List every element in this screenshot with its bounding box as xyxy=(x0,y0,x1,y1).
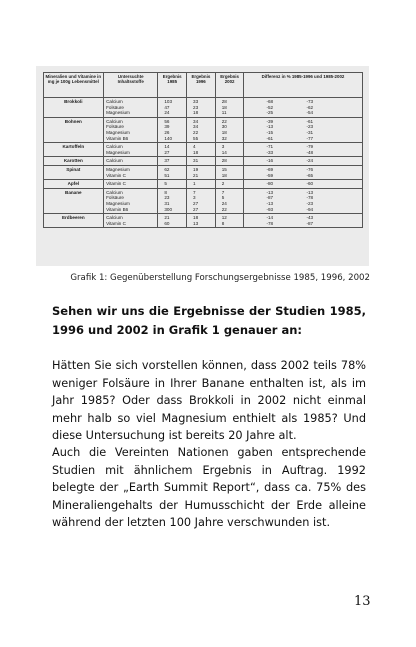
difference-1985-1996: -13 xyxy=(266,189,274,195)
difference-1985-2002: -54 xyxy=(306,110,314,116)
value: 22 xyxy=(221,118,227,124)
difference-line xyxy=(266,150,359,156)
nutrient-table-figure xyxy=(36,66,369,266)
difference-1985-1996: -39 xyxy=(266,118,274,124)
difference-1985-2002: -24 xyxy=(306,158,314,164)
difference-1985-2002: -60 xyxy=(306,181,314,187)
value: 18 xyxy=(193,215,199,221)
value: 8 xyxy=(221,220,225,226)
figure-caption: Grafik 1: Gegenüberstellung Forschungsergebnisse 1985, 1996, 2002 xyxy=(70,273,370,283)
table-row xyxy=(43,165,362,179)
value: 31 xyxy=(164,200,170,206)
value: 31 xyxy=(193,158,199,164)
difference-1985-1996: -59 xyxy=(266,172,274,178)
page-number: 13 xyxy=(354,594,371,609)
difference-1985-2002: -31 xyxy=(306,129,314,135)
nutrient-name: Calcium xyxy=(106,118,123,124)
difference-cell xyxy=(244,117,362,142)
nutrient-name: Magnesium xyxy=(106,110,130,116)
value: 30 xyxy=(221,124,227,130)
value: 56 xyxy=(164,118,170,124)
value: 14 xyxy=(164,144,170,150)
section-heading: Sehen wir uns die Ergebnisse der Studien 1985, 1996 und 2002 in Grafik 1 genauer an: xyxy=(52,304,366,337)
food-name-cell: Kartoffeln xyxy=(43,143,104,157)
value: 7 xyxy=(193,189,196,195)
food-name-cell: Karotten xyxy=(43,157,104,166)
table-header-cell: Differenz in % 1985-1996 und 1985-2002 xyxy=(244,73,362,98)
nutrient-name: Magnesium xyxy=(106,129,130,135)
value-cell-y1996 xyxy=(187,165,216,179)
table-row xyxy=(43,157,362,166)
difference-1985-1996: -69 xyxy=(266,166,274,172)
value-cell-y2002 xyxy=(215,165,244,179)
difference-1985-2002: -43 xyxy=(306,215,314,221)
value: 51 xyxy=(164,172,170,178)
nutrient-table xyxy=(43,72,363,228)
value: 23 xyxy=(164,195,170,201)
food-name-cell: Spinat xyxy=(43,165,104,179)
value: 21 xyxy=(164,215,170,221)
value: 14 xyxy=(221,149,227,155)
table-row xyxy=(43,180,362,189)
difference-line xyxy=(266,110,359,116)
value: 22 xyxy=(193,129,199,135)
value: 22 xyxy=(221,206,227,212)
table-row xyxy=(43,98,362,118)
difference-cell xyxy=(244,98,362,118)
value: 28 xyxy=(221,99,227,104)
value-cell-y2002 xyxy=(215,188,244,213)
difference-1985-2002: -78 xyxy=(306,195,314,201)
difference-1985-2002: -94 xyxy=(306,206,314,212)
difference-1985-1996: -13 xyxy=(266,124,274,130)
table-header-cell: Ergebnis 1985 xyxy=(158,73,187,98)
value-cell-y1996 xyxy=(187,188,216,213)
value-cell-y2002 xyxy=(215,180,244,189)
table-body xyxy=(43,98,362,228)
difference-1985-2002: -61 xyxy=(306,118,314,124)
value: 34 xyxy=(193,124,199,130)
value: 23 xyxy=(193,104,199,110)
value: 15 xyxy=(221,166,227,172)
difference-1985-1996: -80 xyxy=(266,181,274,187)
nutrient-name: Calcium xyxy=(106,144,123,150)
nutrient-name: Magnesium xyxy=(106,149,130,155)
nutrient-name: Folsäure xyxy=(106,124,124,130)
value: 3 xyxy=(193,195,196,201)
value: 5 xyxy=(164,181,167,187)
difference-1985-1996: -87 xyxy=(266,195,274,201)
value: 28 xyxy=(221,158,227,164)
nutrient-list-cell xyxy=(104,98,158,118)
difference-1985-2002: -87 xyxy=(306,220,314,226)
difference-1985-2002: -23 xyxy=(306,124,314,130)
nutrient-name: Calcium xyxy=(106,215,123,221)
difference-1985-2002: -65 xyxy=(306,172,314,178)
nutrient-name: Vitamin C xyxy=(106,172,126,178)
nutrient-name: Vitamin B6 xyxy=(106,206,129,212)
table-header-row xyxy=(43,73,362,98)
value: 47 xyxy=(164,104,170,110)
value: 18 xyxy=(221,172,227,178)
food-name-cell: Apfel xyxy=(43,180,104,189)
value-cell-y1996 xyxy=(187,214,216,228)
nutrient-list-cell xyxy=(104,180,158,189)
value-cell-y1985 xyxy=(158,143,187,157)
value: 1 xyxy=(193,181,196,187)
value: 32 xyxy=(221,135,227,141)
difference-cell xyxy=(244,157,362,166)
value: 3 xyxy=(221,144,225,150)
difference-1985-1996: -71 xyxy=(266,144,274,150)
value: 300 xyxy=(164,206,172,212)
nutrient-name: Vitamin C xyxy=(106,181,126,187)
value-cell-y2002 xyxy=(215,117,244,142)
value-cell-y1985 xyxy=(158,117,187,142)
value-cell-y1996 xyxy=(187,143,216,157)
nutrient-name: Vitamin C xyxy=(106,220,126,226)
value-cell-y1985 xyxy=(158,165,187,179)
table-header-cell: Mineralien und Vitamine in mg je 100g Lebensmittel xyxy=(43,73,104,98)
nutrient-name: Magnesium xyxy=(106,200,130,206)
value: 33 xyxy=(193,99,199,104)
food-name-cell: Bohnen xyxy=(43,117,104,142)
difference-1985-1996: -33 xyxy=(266,149,274,155)
nutrient-name: Calcium xyxy=(106,189,123,195)
nutrient-name: Vitamin B6 xyxy=(106,135,129,141)
value: 37 xyxy=(164,158,170,164)
difference-cell xyxy=(244,143,362,157)
table-row xyxy=(43,117,362,142)
value: 2 xyxy=(221,181,225,187)
value: 24 xyxy=(164,110,170,116)
difference-1985-2002: -79 xyxy=(306,144,314,150)
nutrient-name: Calcium xyxy=(106,99,123,104)
difference-line xyxy=(266,173,359,179)
nutrient-list-cell xyxy=(104,214,158,228)
nutrient-name: Folsäure xyxy=(106,104,124,110)
value-cell-y2002 xyxy=(215,214,244,228)
value: 60 xyxy=(164,220,170,226)
value: 18 xyxy=(193,110,199,116)
food-name-cell: Banane xyxy=(43,188,104,213)
nutrient-list-cell xyxy=(104,157,158,166)
nutrient-list-cell xyxy=(104,143,158,157)
value: 62 xyxy=(164,166,170,172)
value-cell-y2002 xyxy=(215,157,244,166)
value: 24 xyxy=(221,200,227,206)
table-header-cell: Untersuchte Inhaltsstoffe xyxy=(104,73,158,98)
value-cell-y2002 xyxy=(215,143,244,157)
value: 34 xyxy=(193,118,199,124)
value: 27 xyxy=(164,149,170,155)
value-cell-y1996 xyxy=(187,180,216,189)
difference-cell xyxy=(244,214,362,228)
difference-cell xyxy=(244,188,362,213)
value-cell-y1996 xyxy=(187,117,216,142)
paragraph-2: Auch die Vereinten Nationen gaben entsprechende Studien mit ähnlichem Ergebnis in Auftrag. 1992 belegte der „Earth Summit Report“, dass ca. 75% des Mineraliengehalts der Humusschicht der Erde alleine während der letzten 100 Jahre verschwunden ist. xyxy=(52,446,366,529)
value: 5 xyxy=(221,195,225,201)
difference-line xyxy=(266,136,359,142)
difference-line xyxy=(266,221,359,227)
value: 26 xyxy=(164,129,170,135)
value-cell-y1996 xyxy=(187,98,216,118)
difference-1985-1996: -25 xyxy=(266,110,274,116)
value: 18 xyxy=(221,104,227,110)
difference-1985-1996: -14 xyxy=(266,215,274,221)
difference-1985-1996: -68 xyxy=(266,99,274,104)
table-row xyxy=(43,188,362,213)
value-cell-y1985 xyxy=(158,98,187,118)
value: 27 xyxy=(193,206,199,212)
difference-1985-1996: -52 xyxy=(266,104,274,110)
nutrient-name: Folsäure xyxy=(106,195,124,201)
difference-cell xyxy=(244,165,362,179)
value: 55 xyxy=(193,135,199,141)
value: 12 xyxy=(221,215,227,221)
value-cell-y1985 xyxy=(158,188,187,213)
nutrient-list-cell xyxy=(104,117,158,142)
nutrient-list-cell xyxy=(104,165,158,179)
value-cell-y1985 xyxy=(158,180,187,189)
difference-1985-2002: -62 xyxy=(306,104,314,110)
food-name-cell: Brokkoli xyxy=(43,98,104,118)
difference-line xyxy=(266,181,359,187)
value: 8 xyxy=(164,189,167,195)
value-cell-y1985 xyxy=(158,214,187,228)
value: 27 xyxy=(193,200,199,206)
difference-1985-2002: -76 xyxy=(306,166,314,172)
table-row xyxy=(43,214,362,228)
value: 7 xyxy=(221,189,225,195)
table-row xyxy=(43,143,362,157)
value: 140 xyxy=(164,135,172,141)
difference-line xyxy=(266,207,359,213)
food-name-cell: Erdbeeren xyxy=(43,214,104,228)
difference-1985-2002: -73 xyxy=(306,99,314,104)
difference-1985-2002: -23 xyxy=(306,200,314,206)
difference-1985-1996: -16 xyxy=(266,158,274,164)
value-cell-y1996 xyxy=(187,157,216,166)
difference-1985-1996: -93 xyxy=(266,206,274,212)
value: 21 xyxy=(193,172,199,178)
value: 18 xyxy=(221,129,227,135)
value: 11 xyxy=(221,110,227,116)
table-header-cell: Ergebnis 1996 xyxy=(187,73,216,98)
difference-cell xyxy=(244,180,362,189)
value: 19 xyxy=(193,166,199,172)
difference-line xyxy=(266,158,359,164)
difference-1985-2002: -77 xyxy=(306,135,314,141)
nutrient-name: Calcium xyxy=(106,158,123,164)
difference-1985-1996: -78 xyxy=(266,220,274,226)
value: 103 xyxy=(164,99,172,104)
difference-1985-1996: -15 xyxy=(266,129,274,135)
value: 13 xyxy=(193,220,199,226)
value: 39 xyxy=(164,124,170,130)
difference-1985-1996: -13 xyxy=(266,200,274,206)
value-cell-y1985 xyxy=(158,157,187,166)
difference-1985-2002: -48 xyxy=(306,149,314,155)
table-header-cell: Ergebnis 2002 xyxy=(215,73,244,98)
value: 18 xyxy=(193,149,199,155)
nutrient-list-cell xyxy=(104,188,158,213)
nutrient-name: Magnesium xyxy=(106,166,130,172)
difference-1985-2002: -13 xyxy=(306,189,314,195)
difference-1985-1996: -61 xyxy=(266,135,274,141)
value-cell-y2002 xyxy=(215,98,244,118)
paragraph-1: Hätten Sie sich vorstellen können, dass 2002 teils 78% weniger Folsäure in Ihrer Banane enthalten ist, als im Jahr 1985? Oder dass Brokkoli in 2002 nicht einmal mehr halb so viel Magnesium enthielt als 1985? Und diese Untersuchung ist bereits 20 Jahre alt. xyxy=(52,359,366,442)
value: 4 xyxy=(193,144,196,150)
